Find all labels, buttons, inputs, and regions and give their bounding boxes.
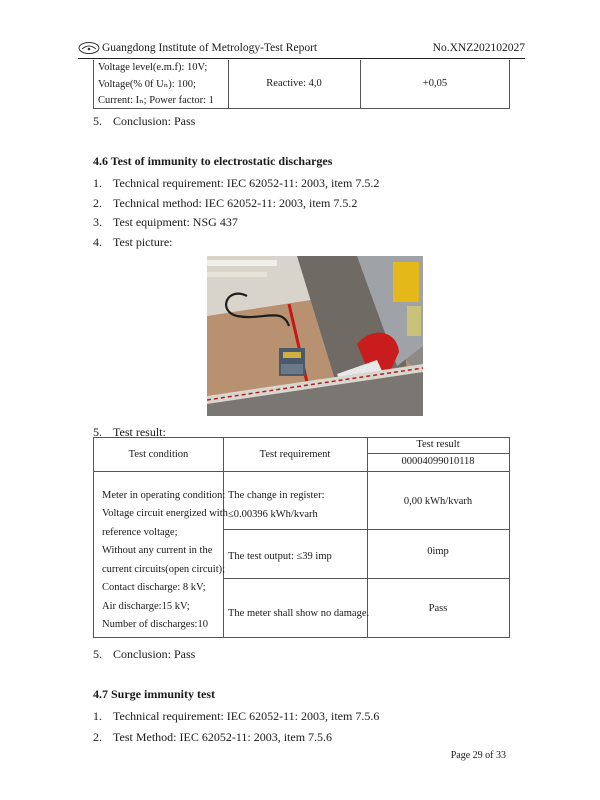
header-test-requirement: Test requirement (259, 449, 331, 460)
condition-line: reference voltage; (102, 527, 178, 538)
test-setup-photo (207, 256, 423, 416)
list-item: 3. Test equipment: NSG 437 (93, 215, 238, 229)
header-test-result: Test result (416, 439, 460, 450)
list-item: 2. Technical method: IEC 62052-11: 2003, item 7.5.2 (93, 196, 358, 210)
result-cell: 0,00 kWh/kvarh (403, 496, 473, 507)
result-heading: 5. Test result: (93, 425, 166, 439)
condition-line: current circuits(open circuit); (102, 564, 226, 575)
header-rule (78, 58, 525, 59)
list-item: 4. Test picture: (93, 235, 173, 249)
header-org-name: Guangdong Institute of Metrology-Test Report (102, 42, 318, 54)
header-meter-id: 00004099010118 (401, 456, 475, 467)
section-title: 4.7 Surge immunity test (93, 687, 215, 701)
result-cell: Pass (428, 603, 448, 614)
condition-line: Voltage(% 0f Uₙ): 100; (98, 79, 196, 90)
condition-line: Without any current in the (102, 545, 213, 556)
table-divider (223, 578, 509, 579)
result-cell: 0imp (427, 546, 449, 557)
list-item: 1. Technical requirement: IEC 62052-11: 2003, item 7.5.2 (93, 176, 380, 190)
page-number: Page 29 of 33 (450, 750, 506, 761)
requirement-cell: Reactive: 4,0 (266, 78, 322, 89)
conclusion-line: 5. Conclusion: Pass (93, 647, 196, 661)
requirement-line: The change in register: (228, 490, 325, 501)
table-divider (223, 529, 509, 530)
page-header (78, 41, 525, 57)
institute-logo-icon (78, 41, 100, 55)
requirement-line: ≤0.00396 kWh/kvarh (228, 509, 318, 520)
header-report-number: No.XNZ202102027 (432, 42, 525, 54)
condition-line: Air discharge:15 kV; (102, 601, 190, 612)
test-result-table (93, 437, 510, 638)
condition-line: Voltage level(e.m.f): 10V; (98, 62, 208, 73)
condition-line: Current: Iₙ; Power factor: 1 (98, 95, 214, 106)
condition-line: Contact discharge: 8 kV; (102, 582, 206, 593)
requirement-line: The test output: ≤39 imp (228, 551, 332, 562)
condition-line: Meter in operating condition: (102, 490, 226, 501)
section-title: 4.6 Test of immunity to electrostatic discharges (93, 154, 333, 168)
condition-line: Number of discharges:10 (102, 619, 208, 630)
previous-test-table (93, 60, 510, 109)
table-divider (223, 438, 224, 637)
header-test-condition: Test condition (128, 449, 189, 460)
table-divider (94, 471, 509, 472)
result-cell: +0,05 (422, 78, 448, 89)
conclusion-line: 5. Conclusion: Pass (93, 114, 196, 128)
list-item: 2. Test Method: IEC 62052-11: 2003, item 7.5.6 (93, 730, 333, 744)
condition-line: Voltage circuit energized with (102, 508, 228, 519)
list-item: 1. Technical requirement: IEC 62052-11: 2003, item 7.5.6 (93, 709, 380, 723)
requirement-line: The meter shall show no damage. (228, 608, 370, 619)
table-divider (367, 453, 509, 454)
